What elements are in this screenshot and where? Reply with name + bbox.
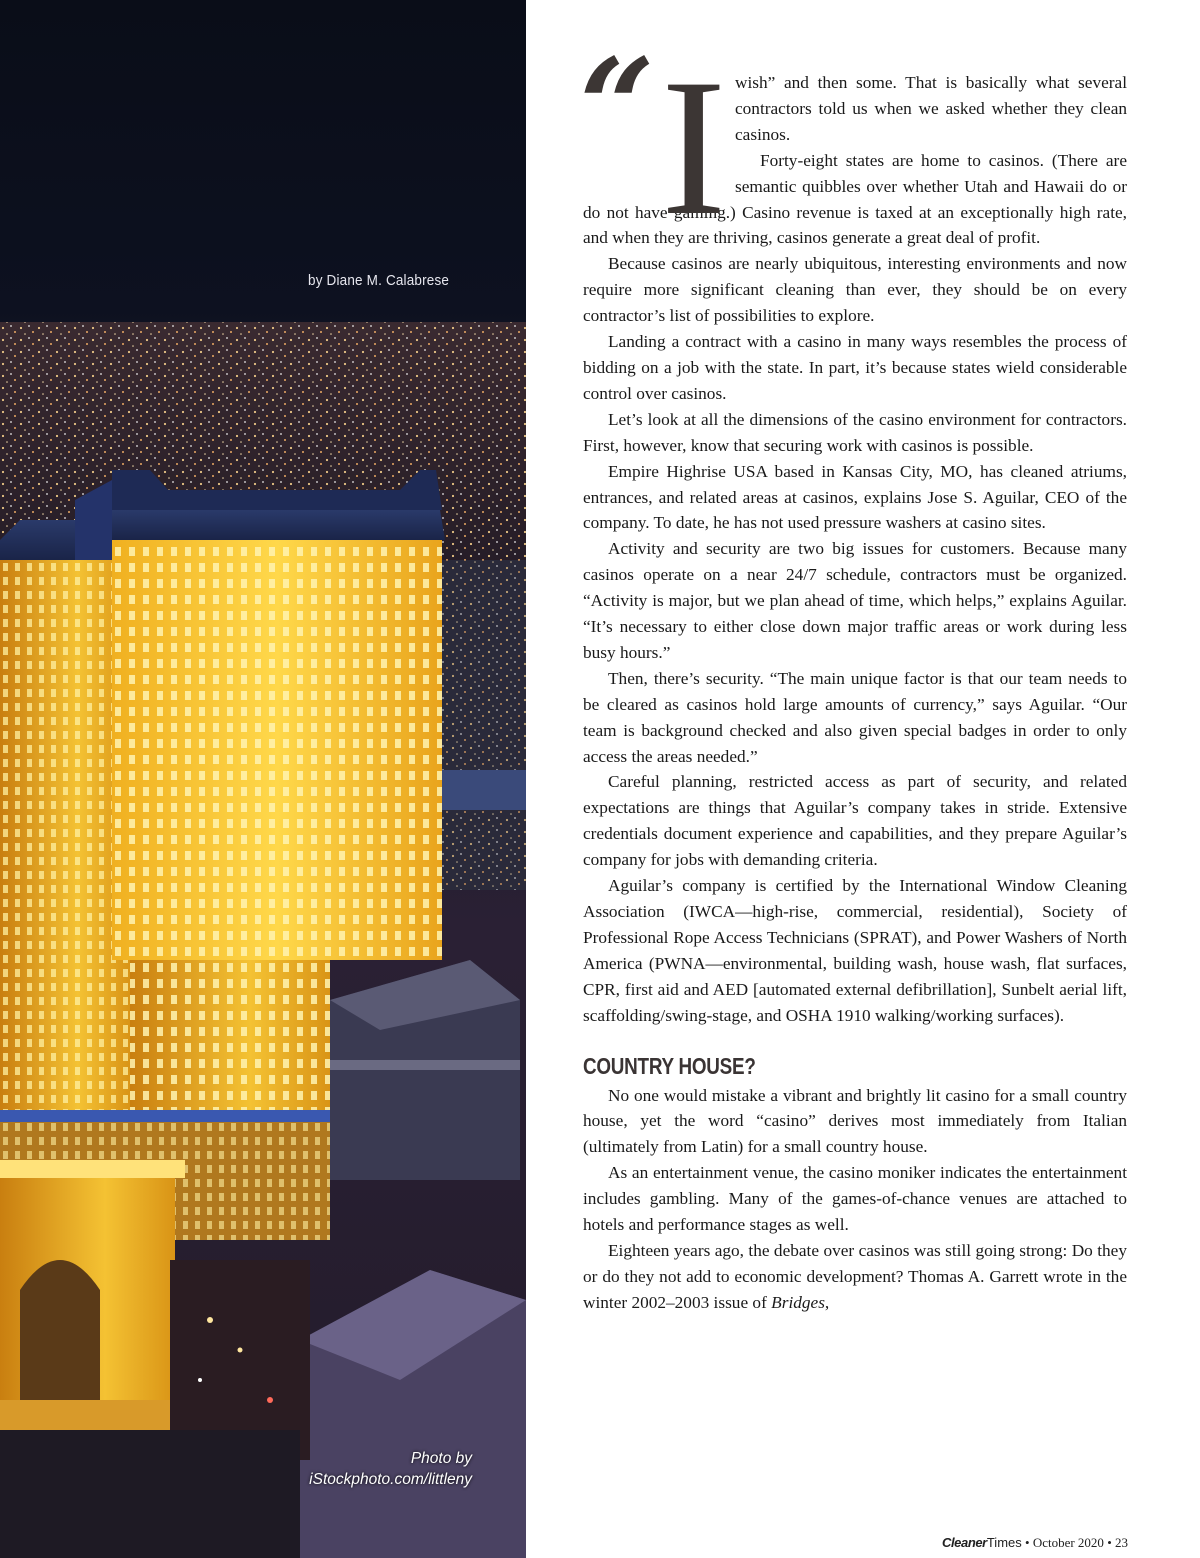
- drop-cap-letter: I: [661, 39, 727, 256]
- author-byline: by Diane M. Calabrese: [308, 272, 450, 289]
- article-body: [579, 30, 1127, 1316]
- issue-date: October 2020: [1032, 1535, 1104, 1550]
- paragraph-text: Eighteen years ago, the debate over casinos was still going strong: Do they or do they not add to economic development? Thomas A. Garrett wrote in the winter 2002–2003 issue of: [583, 1240, 1127, 1312]
- photo-credit-source: iStockphoto.com/littleny: [309, 1471, 472, 1488]
- lead-text: wish” and then some. That is basically what several contractors told us when we asked whether they clean casinos.: [735, 73, 1127, 144]
- article-paragraph: Forty-eight states are home to casinos. (There are semantic quibbles over whether Utah and Hawaii do or do not have gaming.) Casino revenue is taxed at an exceptionally high rate, and when they are thriving, casinos generate a great deal of profit.: [583, 150, 1127, 248]
- page-footer: [942, 1535, 1128, 1551]
- article-paragraph: Careful planning, restricted access as part of security, and related expectations are things that Aguilar’s company takes in stride. Extensive credentials document experience and capabilities, and they prepare Aguilar’s company for jobs with demanding criteria.: [583, 772, 1127, 870]
- article-paragraph: Landing a contract with a casino in many ways resembles the process of bidding on a job with the state. In part, it’s because states wield considerable control over casinos.: [583, 332, 1127, 403]
- article-paragraph: Empire Highrise USA based in Kansas City, MO, has cleaned atriums, entrances, and related areas at casinos, explains Jose S. Aguilar, CEO of the company. To date, he has not used pressure washers at casino sites.: [583, 461, 1127, 533]
- article-paragraph: No one would mistake a vibrant and brightly lit casino for a small country house, yet the word “casino” derives most immediately from Italian (ultimately from Latin) for a small country house.: [583, 1085, 1127, 1157]
- page-number: 23: [1115, 1535, 1128, 1550]
- article-paragraph: Let’s look at all the dimensions of the casino environment for contractors. First, however, know that securing work with casinos is possible.: [583, 409, 1127, 455]
- publication-title: Bridges: [771, 1292, 825, 1312]
- magazine-name-times: Times: [986, 1535, 1022, 1550]
- footer-separator: •: [1107, 1535, 1112, 1550]
- article-paragraph: [583, 1238, 1127, 1316]
- article-paragraph: As an entertainment venue, the casino moniker indicates the entertainment includes gambling. Many of the games-of-chance venues are attached to hotels and performance stages as well.: [583, 1163, 1127, 1235]
- las-vegas-night-illustration: [0, 0, 526, 1558]
- drop-cap: [579, 30, 735, 256]
- opening-quote-mark: “: [579, 30, 645, 185]
- article-paragraph: Aguilar’s company is certified by the International Window Cleaning Association (IWCA—high-rise, commercial, residential), Society of Professional Rope Access Technicians (SPRAT), and Power Washers of North America (PWNA—environmental, building wash, house wash, flat surfaces, CPR, first aid and AED [automated external defibrillation], Sunbelt aerial lift, scaffolding/swing-stage, and OSHA 1910 walking/working surfaces).: [583, 876, 1127, 1025]
- section-heading: COUNTRY HOUSE?: [583, 1052, 756, 1079]
- article-paragraph: Then, there’s security. “The main unique factor is that our team needs to be cleared as casinos hold large amounts of currency,” says Aguilar. “Our team is background checked and also given special badges in order to only access the areas needed.”: [583, 668, 1127, 766]
- article-paragraph: Activity and security are two big issues for customers. Because many casinos operate on a near 24/7 schedule, contractors must be organized. “Activity is major, but we plan ahead of time, which helps,” explains Aguilar. “It’s necessary to either close down major traffic areas or work during less busy hours.”: [583, 539, 1127, 662]
- article-paragraph: Because casinos are nearly ubiquitous, interesting environments and now require more significant cleaning than ever, they should be on every contractor’s list of possibilities to explore.: [583, 254, 1127, 326]
- casino-photo: [0, 0, 526, 1558]
- footer-separator: •: [1025, 1535, 1030, 1550]
- photo-credit-label: Photo by: [410, 1450, 472, 1467]
- paragraph-punctuation: ,: [824, 1292, 830, 1312]
- magazine-name-cleaner: Cleaner: [941, 1535, 987, 1550]
